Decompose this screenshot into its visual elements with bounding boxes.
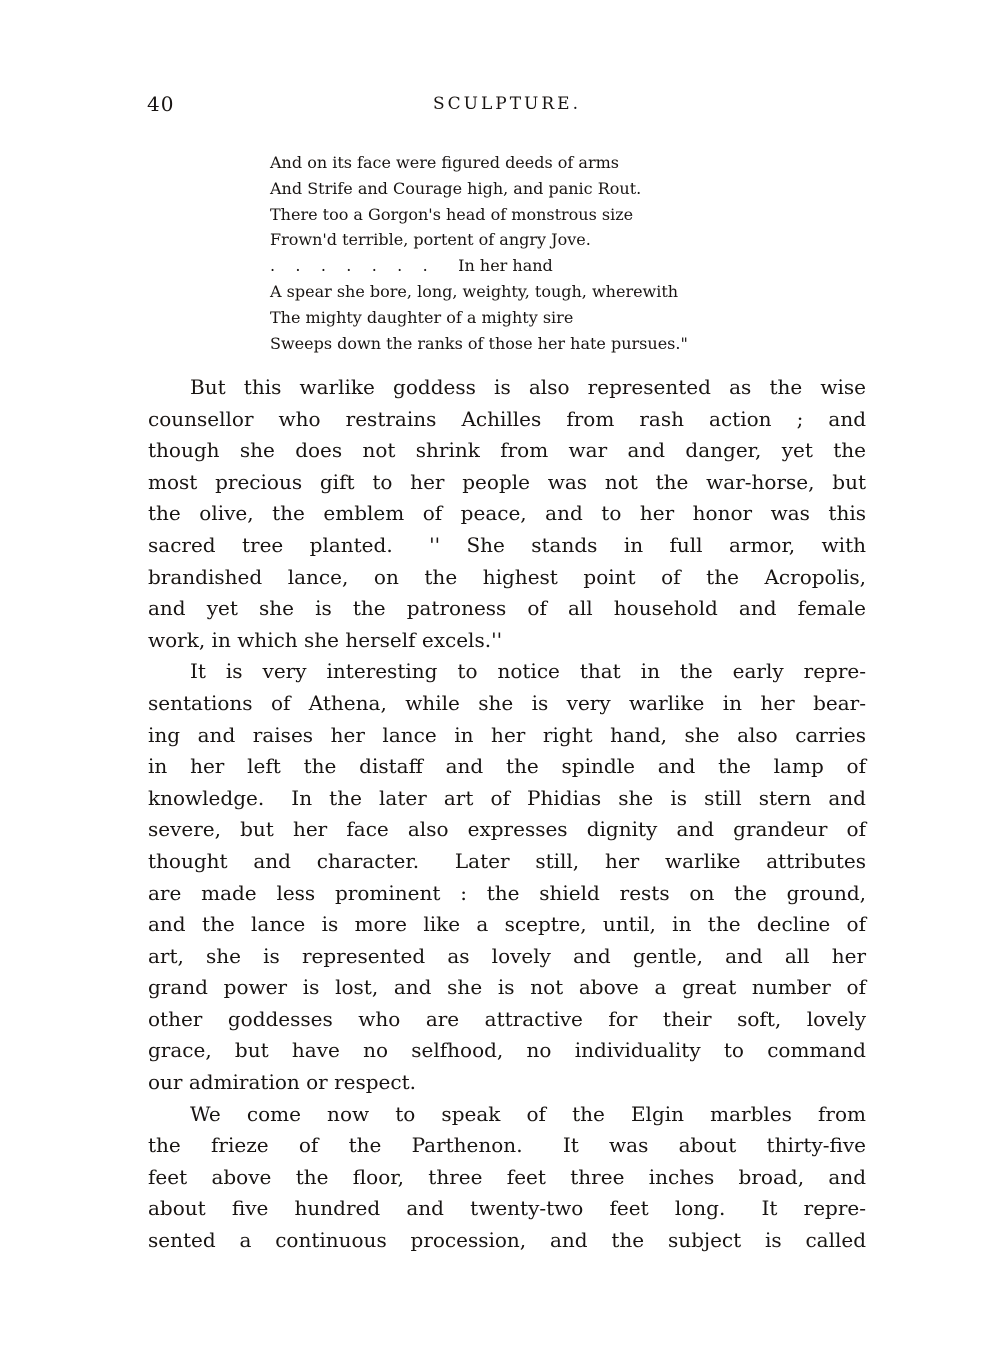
body-line: grace, but have no selfhood, no individuality to command [148, 1038, 866, 1063]
body-line: our admiration or respect. [148, 1070, 416, 1095]
body-line: though she does not shrink from war and danger, yet the [148, 438, 866, 463]
body-line: sentations of Athena, while she is very warlike in her bear- [148, 690, 866, 715]
poem-line: And Strife and Courage high, and panic Rout. [270, 178, 642, 198]
body-line: thought and character. Later still, her warlike attributes [148, 848, 866, 873]
body-line: knowledge. In the later art of Phidias she is still stern and [148, 785, 866, 810]
body-line: sented a continuous procession, and the subject is called [148, 1228, 866, 1253]
body-line: other goddesses who are attractive for their soft, lovely [148, 1006, 866, 1031]
body-line: most precious gift to her people was not the war-horse, but [148, 469, 866, 494]
poem-line: . . . . . . . In her hand [270, 256, 553, 276]
poem-line: Frown'd terrible, portent of angry Jove. [270, 230, 591, 250]
poem-line: Sweeps down the ranks of those her hate pursues." [270, 333, 688, 353]
poem-line: There too a Gorgon's head of monstrous size [270, 204, 634, 224]
page-number: 40 [147, 92, 175, 116]
body-line: brandished lance, on the highest point of the Acropolis, [148, 564, 866, 589]
body-line: It is very interesting to notice that in the early repre- [190, 659, 866, 684]
poem-line: And on its face were figured deeds of arms [270, 153, 619, 172]
body-line: We come now to speak of the Elgin marbles from [190, 1101, 866, 1126]
poem-line: A spear she bore, long, weighty, tough, wherewith [270, 281, 679, 301]
body-line: severe, but her face also expresses dignity and grandeur of [148, 817, 866, 842]
body-line: the olive, the emblem of peace, and to her honor was this [148, 501, 866, 526]
body-line: grand power is lost, and she is not above a great number of [148, 975, 866, 1000]
body-line: counsellor who restrains Achilles from rash action ; and [148, 406, 866, 431]
body-line: feet above the floor, three feet three inches broad, and [148, 1164, 866, 1189]
poem-block [270, 150, 688, 356]
body-line: But this warlike goddess is also represented as the wise [190, 375, 866, 399]
body-line: the frieze of the Parthenon. It was about thirty-five [148, 1133, 866, 1158]
body-line: in her left the distaff and the spindle and the lamp of [148, 754, 866, 779]
body-line: sacred tree planted. '' She stands in full armor, with [148, 532, 866, 557]
body-line: art, she is represented as lovely and gentle, and all her [148, 943, 866, 968]
body-text [148, 372, 866, 1257]
body-line: about five hundred and twenty-two feet long. It repre- [148, 1196, 866, 1221]
running-head: SCULPTURE. [433, 94, 581, 114]
body-line: are made less prominent : the shield rests on the ground, [148, 880, 866, 905]
body-line: and yet she is the patroness of all household and female [148, 596, 866, 621]
body-line: and the lance is more like a sceptre, until, in the decline of [148, 912, 866, 937]
body-line: ing and raises her lance in her right hand, she also carries [148, 722, 866, 747]
poem-line: The mighty daughter of a mighty sire [270, 307, 574, 327]
body-line: work, in which she herself excels.'' [148, 627, 503, 652]
